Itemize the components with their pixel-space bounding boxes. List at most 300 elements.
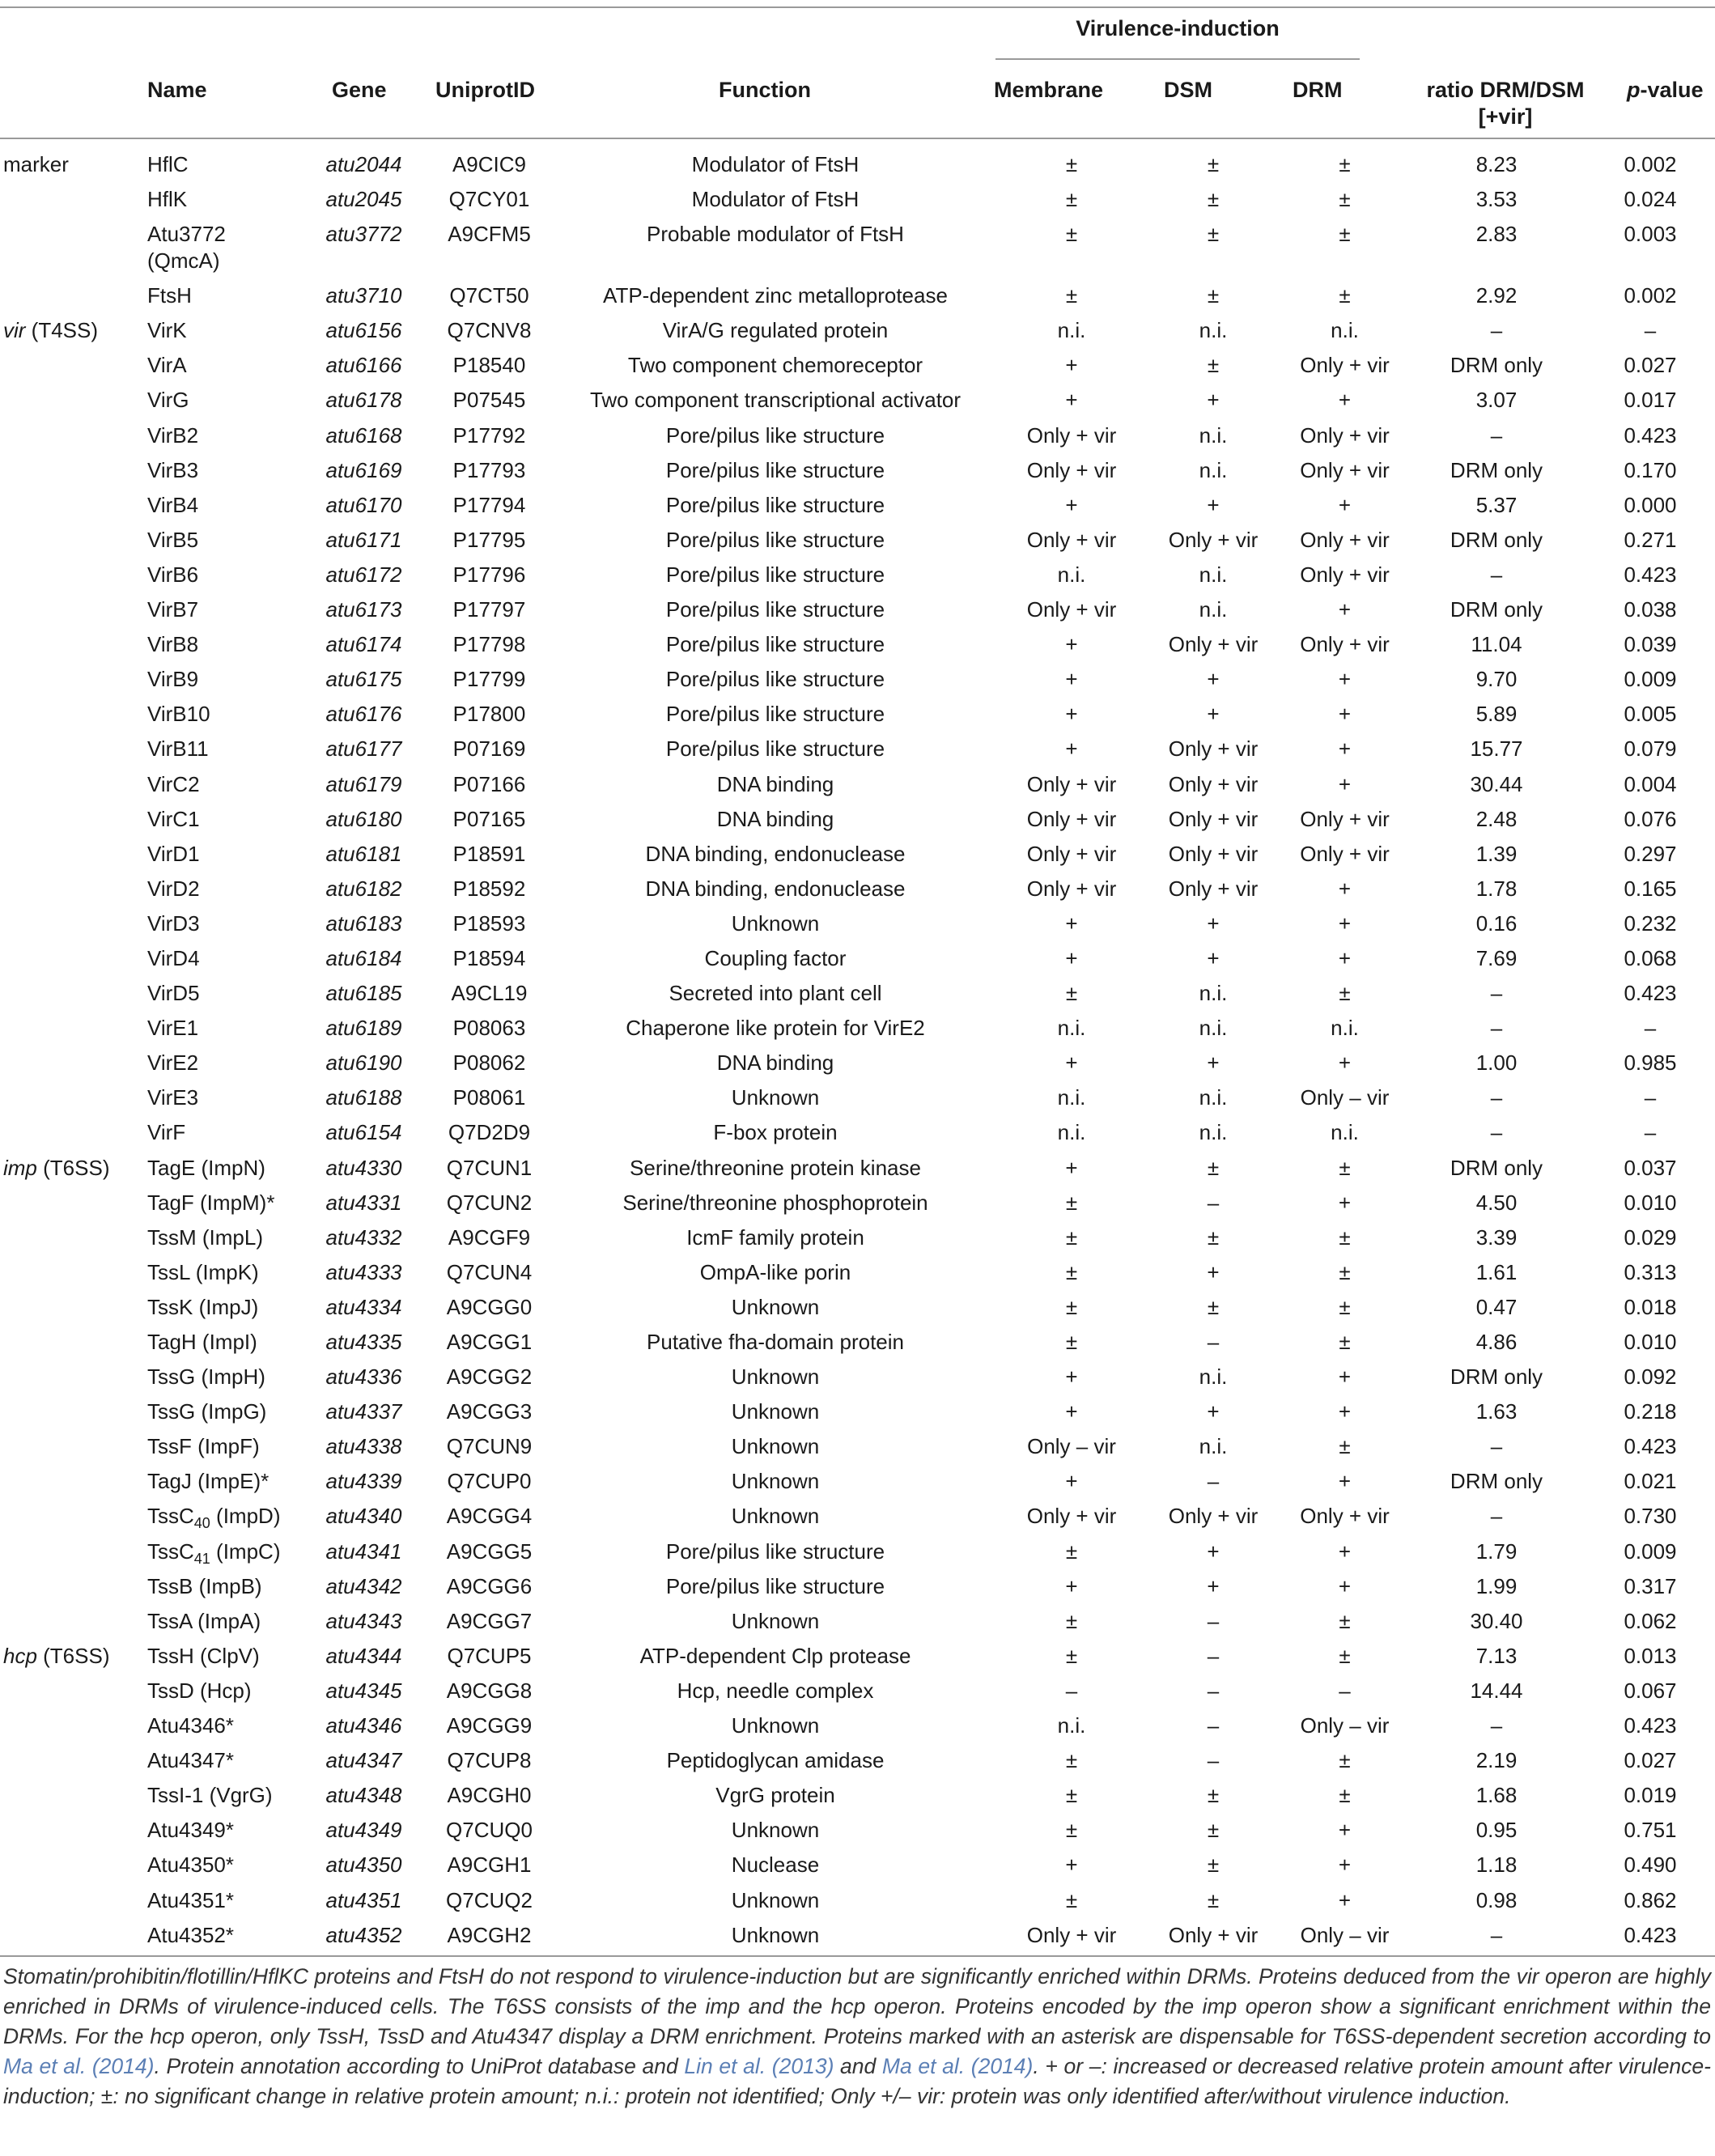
cell-p: 0.067	[1624, 1678, 1677, 1703]
cell-mem: Only + vir	[1026, 1922, 1117, 1947]
cell-group	[0, 1050, 147, 1084]
cell-group	[0, 910, 147, 945]
cell-name	[147, 701, 301, 736]
cell-p: 0.038	[1624, 597, 1677, 622]
protein-name: VirB8	[147, 632, 199, 657]
cell-gene: atu4351	[325, 1887, 402, 1912]
cell-drm: ±	[1339, 1783, 1351, 1808]
cell-func: VirA/G regulated protein	[662, 318, 889, 343]
table-row	[0, 1817, 1715, 1852]
cell-drm: +	[1338, 876, 1352, 901]
cell-uni: P17794	[452, 492, 526, 517]
header-pvalue	[1627, 77, 1704, 104]
cell-p: 0.029	[1624, 1224, 1677, 1250]
cell-func: F-box protein	[713, 1120, 838, 1145]
cell-p: –	[1644, 1120, 1657, 1145]
cell-ratio: 7.13	[1475, 1643, 1518, 1668]
caption-ref-ma-2014-a[interactable]: Ma et al. (2014)	[3, 2054, 155, 2078]
protein-name: VirB6	[147, 562, 199, 587]
cell-group	[0, 492, 147, 527]
cell-mem: ±	[1065, 1330, 1078, 1354]
cell-dsm: +	[1207, 388, 1220, 413]
cell-uni: P08061	[452, 1085, 526, 1110]
cell-mem: +	[1065, 1853, 1078, 1878]
cell-group	[0, 631, 147, 666]
cell-mem: ±	[1065, 283, 1078, 308]
table-row	[0, 1852, 1715, 1886]
cell-p: 0.005	[1624, 702, 1677, 727]
cell-uni: P17792	[452, 422, 526, 448]
caption-ref-ma-2014-b[interactable]: Ma et al. (2014)	[881, 2054, 1034, 2078]
cell-gene: atu4338	[325, 1434, 402, 1459]
table-row	[0, 1608, 1715, 1643]
cell-group	[0, 282, 147, 317]
cell-group	[0, 1782, 147, 1817]
cell-p: 0.013	[1624, 1643, 1677, 1668]
cell-group	[0, 1259, 147, 1294]
cell-dsm: +	[1207, 910, 1220, 936]
cell-name	[147, 1573, 301, 1608]
cell-mem: ±	[1065, 981, 1078, 1006]
cell-name	[147, 422, 301, 457]
cell-p: 0.271	[1624, 527, 1677, 552]
cell-mem: +	[1065, 667, 1078, 692]
cell-group	[0, 1573, 147, 1608]
column-headers	[0, 77, 1715, 134]
cell-ratio: 5.37	[1475, 492, 1518, 517]
cell-mem: Only + vir	[1026, 1504, 1117, 1529]
cell-gene: atu2045	[325, 187, 402, 212]
table-row	[0, 1398, 1715, 1433]
cell-dsm: n.i.	[1199, 1364, 1228, 1390]
cell-name	[147, 527, 301, 562]
protein-name: HflC	[147, 152, 189, 176]
cell-func: Unknown	[731, 1469, 820, 1494]
cell-uni: A9CGG4	[446, 1504, 533, 1529]
cell-name	[147, 1678, 301, 1712]
caption-part4: . + or –: increased or decreased relative protein amount after virulence-induction; ±: no significant change in relative protein amount; n.i.: protein not identified; Only +/– vir: protein was only identified after/without virulence induction.	[3, 2054, 1711, 2108]
cell-uni: A9CGG8	[446, 1678, 533, 1703]
table-row	[0, 876, 1715, 910]
cell-mem: ±	[1065, 1224, 1078, 1250]
cell-ratio: 7.69	[1475, 945, 1518, 970]
cell-ratio: 0.95	[1475, 1818, 1518, 1843]
cell-ratio: 15.77	[1470, 736, 1523, 762]
header-ratio-line1: ratio DRM/DSM	[1426, 78, 1585, 102]
cell-name	[147, 771, 301, 806]
cell-name	[147, 1782, 301, 1817]
cell-dsm: n.i.	[1199, 1434, 1228, 1459]
cell-gene: atu4339	[325, 1469, 402, 1494]
cell-p: 0.037	[1624, 1155, 1677, 1180]
table-row	[0, 1712, 1715, 1747]
cell-func: Two component transcriptional activator	[589, 388, 962, 413]
cell-func: ATP-dependent Clp protease	[639, 1643, 911, 1668]
cell-ratio: 2.48	[1475, 806, 1518, 831]
cell-gene: atu6170	[325, 492, 402, 517]
cell-mem: +	[1065, 1050, 1078, 1076]
cell-func: Peptidoglycan amidase	[666, 1748, 885, 1773]
cell-func: ATP-dependent zinc metalloprotease	[603, 283, 948, 308]
table-row	[0, 1259, 1715, 1294]
cell-drm: +	[1338, 1887, 1352, 1912]
protein-name-subscript: 40	[193, 1515, 210, 1532]
cell-func: DNA binding, endonuclease	[645, 841, 906, 866]
protein-name: VirK	[147, 318, 187, 343]
group-label: (T6SS)	[36, 1643, 110, 1668]
cell-dsm: Only + vir	[1168, 771, 1259, 796]
cell-name	[147, 221, 301, 282]
protein-name: VirB11	[147, 736, 209, 762]
header-name: Name	[147, 78, 207, 102]
cell-drm: +	[1338, 1364, 1352, 1390]
cell-dsm: n.i.	[1199, 1016, 1228, 1041]
protein-name: TssF (ImpF)	[147, 1434, 260, 1459]
cell-drm: +	[1338, 1190, 1352, 1215]
cell-drm: Only + vir	[1300, 457, 1390, 482]
cell-dsm: ±	[1207, 283, 1220, 308]
cell-mem: n.i.	[1057, 1085, 1086, 1110]
cell-group	[0, 317, 147, 352]
cell-mem: ±	[1065, 187, 1078, 212]
cell-func: Pore/pilus like structure	[665, 527, 885, 552]
cell-drm: ±	[1339, 1643, 1351, 1668]
group-operon-name: imp	[3, 1155, 37, 1180]
cell-mem: ±	[1065, 1259, 1078, 1284]
cell-func: Unknown	[731, 1887, 820, 1912]
cell-ratio: DRM only	[1450, 1364, 1543, 1390]
cell-group	[0, 1817, 147, 1852]
cell-mem: Only + vir	[1026, 876, 1117, 901]
cell-uni: P18591	[452, 841, 526, 866]
cell-p: –	[1644, 1085, 1657, 1110]
cell-func: Pore/pilus like structure	[665, 597, 885, 622]
cell-ratio: 5.89	[1475, 702, 1518, 727]
cell-drm: Only + vir	[1300, 422, 1390, 448]
cell-gene: atu6182	[325, 876, 402, 901]
cell-name	[147, 806, 301, 841]
bottom-rule	[0, 1955, 1715, 1957]
cell-mem: Only + vir	[1026, 771, 1117, 796]
cell-group	[0, 1084, 147, 1119]
cell-name	[147, 1190, 301, 1224]
cell-p: 0.004	[1624, 771, 1677, 796]
cell-func: Unknown	[731, 1922, 820, 1947]
protein-name: VirB5	[147, 527, 199, 552]
protein-name-rest: (ImpD)	[210, 1504, 281, 1529]
cell-dsm: n.i.	[1199, 318, 1228, 343]
cell-uni: P07169	[452, 736, 526, 762]
cell-func: OmpA-like porin	[699, 1259, 851, 1284]
cell-group	[0, 1294, 147, 1329]
virulence-induction-header: Virulence-induction	[1076, 16, 1280, 40]
cell-uni: P17795	[452, 527, 526, 552]
cell-name	[147, 1887, 301, 1922]
cell-dsm: ±	[1207, 222, 1220, 247]
protein-name: TssK (ImpJ)	[147, 1294, 259, 1319]
table-row	[0, 736, 1715, 770]
protein-name-subscript: 41	[193, 1550, 210, 1567]
cell-p: 0.009	[1624, 1538, 1677, 1564]
table-row	[0, 1190, 1715, 1224]
cell-func: Unknown	[731, 1434, 820, 1459]
cell-drm: Only + vir	[1300, 841, 1390, 866]
cell-ratio: 0.16	[1475, 910, 1518, 936]
cell-ratio: 1.78	[1475, 876, 1518, 901]
cell-uni: A9CGG2	[446, 1364, 533, 1390]
protein-name: Atu4346*	[147, 1713, 234, 1738]
cell-ratio: 30.40	[1470, 1608, 1523, 1633]
cell-name	[147, 666, 301, 701]
cell-uni: A9CL19	[451, 981, 528, 1006]
cell-uni: P18594	[452, 945, 526, 970]
cell-func: Unknown	[731, 910, 820, 936]
cell-name	[147, 841, 301, 876]
table-row	[0, 527, 1715, 562]
cell-dsm: –	[1207, 1748, 1220, 1773]
cell-ratio: 3.53	[1475, 187, 1518, 212]
protein-name: Atu4350*	[147, 1853, 234, 1878]
table-row	[0, 151, 1715, 186]
cell-ratio: 1.99	[1475, 1573, 1518, 1598]
cell-p: 0.068	[1624, 945, 1677, 970]
cell-drm: n.i.	[1331, 318, 1359, 343]
cell-drm: Only + vir	[1300, 353, 1390, 378]
cell-dsm: Only + vir	[1168, 632, 1259, 657]
cell-name	[147, 1433, 301, 1468]
protein-name: VirB3	[147, 457, 199, 482]
cell-ratio: 1.18	[1475, 1853, 1518, 1878]
cell-uni: P17800	[452, 702, 526, 727]
header-pvalue-rest: -value	[1640, 78, 1704, 102]
protein-name: TssB (ImpB)	[147, 1573, 262, 1598]
table-row	[0, 1678, 1715, 1712]
cell-gene: atu6185	[325, 981, 402, 1006]
cell-mem: Only + vir	[1026, 597, 1117, 622]
cell-group	[0, 1468, 147, 1503]
cell-uni: P17797	[452, 597, 526, 622]
table-row	[0, 562, 1715, 596]
cell-group	[0, 1155, 147, 1190]
cell-drm: Only – vir	[1300, 1922, 1390, 1947]
cell-uni: A9CGG7	[446, 1608, 533, 1633]
cell-gene: atu4333	[325, 1259, 402, 1284]
cell-name	[147, 1329, 301, 1364]
cell-gene: atu3772	[325, 222, 402, 247]
table-row	[0, 457, 1715, 492]
cell-ratio: 1.68	[1475, 1783, 1518, 1808]
table-row	[0, 1503, 1715, 1538]
cell-gene: atu6169	[325, 457, 402, 482]
cell-ratio: 2.92	[1475, 283, 1518, 308]
cell-group	[0, 151, 147, 186]
cell-p: 0.000	[1624, 492, 1677, 517]
cell-mem: ±	[1065, 1190, 1078, 1215]
cell-uni: Q7CY01	[448, 187, 530, 212]
table-row	[0, 701, 1715, 736]
cell-mem: n.i.	[1057, 318, 1086, 343]
table-row	[0, 1538, 1715, 1573]
cell-dsm: n.i.	[1199, 1085, 1228, 1110]
protein-name: VirB7	[147, 597, 199, 622]
cell-p: 0.423	[1624, 981, 1677, 1006]
protein-name: VirF	[147, 1120, 186, 1145]
cell-p: –	[1644, 318, 1657, 343]
protein-name: HflK	[147, 187, 188, 212]
cell-gene: atu6184	[325, 945, 402, 970]
table-row	[0, 945, 1715, 980]
cell-ratio: 11.04	[1471, 632, 1522, 657]
cell-group	[0, 841, 147, 876]
cell-mem: +	[1065, 1573, 1078, 1598]
cell-dsm: +	[1207, 492, 1220, 517]
protein-name: TagH (ImpI)	[147, 1330, 257, 1354]
cell-mem: +	[1065, 632, 1078, 657]
protein-name: Atu4347*	[147, 1748, 234, 1773]
cell-mem: +	[1065, 492, 1078, 517]
cell-ratio: –	[1490, 1120, 1503, 1145]
cell-mem: Only + vir	[1026, 527, 1117, 552]
cell-ratio: –	[1490, 422, 1503, 448]
cell-func: Hcp, needle complex	[677, 1678, 874, 1703]
cell-group	[0, 771, 147, 806]
cell-dsm: Only + vir	[1168, 1922, 1259, 1947]
cell-name	[147, 1468, 301, 1503]
table-row	[0, 1364, 1715, 1398]
cell-drm: +	[1338, 945, 1352, 970]
table-row	[0, 1887, 1715, 1922]
cell-drm: ±	[1339, 1748, 1351, 1773]
protein-name: FtsH	[147, 283, 192, 308]
cell-drm: ±	[1339, 1294, 1351, 1319]
cell-name	[147, 910, 301, 945]
protein-name: VirE2	[147, 1050, 199, 1076]
group-label: (T6SS)	[36, 1155, 110, 1180]
cell-name	[147, 1712, 301, 1747]
cell-name	[147, 980, 301, 1015]
cell-uni: P07166	[452, 771, 526, 796]
cell-uni: P17798	[452, 632, 526, 657]
protein-name: VirC2	[147, 771, 200, 796]
cell-dsm: +	[1207, 1573, 1220, 1598]
cell-uni: P18592	[452, 876, 526, 901]
cell-func: Serine/threonine phosphoprotein	[622, 1190, 928, 1215]
cell-drm: ±	[1339, 1330, 1351, 1354]
protein-table	[0, 151, 1715, 1957]
cell-gene: atu6168	[325, 422, 402, 448]
protein-name: VirD3	[147, 910, 200, 936]
cell-dsm: ±	[1207, 1783, 1220, 1808]
cell-gene: atu6154	[325, 1120, 402, 1145]
cell-ratio: 30.44	[1470, 771, 1523, 796]
cell-drm: +	[1338, 1050, 1352, 1076]
header-drm: DRM	[1293, 78, 1343, 102]
cell-group	[0, 806, 147, 841]
cell-mem: ±	[1065, 1783, 1078, 1808]
cell-uni: Q7CNV8	[447, 318, 532, 343]
cell-p: 0.027	[1624, 353, 1677, 378]
cell-name	[147, 186, 301, 221]
cell-dsm: ±	[1207, 1224, 1220, 1250]
group-label: marker	[3, 152, 69, 176]
cell-name	[147, 1608, 301, 1643]
table-row	[0, 1050, 1715, 1084]
header-function: Function	[719, 78, 811, 102]
protein-name: TssG (ImpH)	[147, 1364, 265, 1390]
protein-name: Atu4349*	[147, 1818, 234, 1843]
cell-name	[147, 562, 301, 596]
cell-gene: atu6172	[325, 562, 402, 587]
table-row	[0, 631, 1715, 666]
cell-mem: n.i.	[1057, 1016, 1086, 1041]
cell-ratio: DRM only	[1450, 1469, 1543, 1494]
cell-uni: Q7CUN9	[446, 1434, 533, 1459]
cell-p: 0.076	[1624, 806, 1677, 831]
cell-uni: P08062	[452, 1050, 526, 1076]
cell-dsm: n.i.	[1199, 1120, 1228, 1145]
caption-ref-lin-2013[interactable]: Lin et al. (2013)	[684, 2054, 834, 2078]
cell-ratio: 8.23	[1475, 152, 1518, 176]
cell-func: DNA binding, endonuclease	[645, 876, 906, 901]
cell-func: Chaperone like protein for VirE2	[626, 1016, 925, 1041]
cell-ratio: –	[1490, 318, 1503, 343]
cell-ratio: 14.44	[1470, 1678, 1523, 1703]
cell-group	[0, 1852, 147, 1886]
cell-gene: atu6173	[325, 597, 402, 622]
cell-uni: A9CGH0	[447, 1783, 532, 1808]
table-row	[0, 596, 1715, 631]
cell-func: Pore/pilus like structure	[665, 492, 885, 517]
cell-dsm: Only + vir	[1168, 876, 1259, 901]
cell-drm: +	[1338, 492, 1352, 517]
cell-p: 0.018	[1624, 1294, 1677, 1319]
cell-group	[0, 422, 147, 457]
cell-p: 0.218	[1624, 1399, 1677, 1424]
cell-func: Unknown	[731, 1364, 820, 1390]
cell-ratio: DRM only	[1450, 353, 1543, 378]
cell-p: 0.021	[1624, 1469, 1677, 1494]
cell-gene: atu6175	[325, 667, 402, 692]
group-operon-name: vir	[3, 318, 26, 343]
cell-gene: atu4335	[325, 1330, 402, 1354]
cell-group	[0, 1608, 147, 1643]
cell-gene: atu4334	[325, 1294, 402, 1319]
cell-drm: Only + vir	[1300, 632, 1390, 657]
cell-gene: atu6179	[325, 771, 402, 796]
cell-p: –	[1644, 1016, 1657, 1041]
cell-mem: –	[1065, 1678, 1078, 1703]
cell-mem: +	[1065, 736, 1078, 762]
cell-uni: A9CGG5	[446, 1538, 533, 1564]
cell-group	[0, 666, 147, 701]
cell-gene: atu6156	[325, 318, 402, 343]
cell-name	[147, 1747, 301, 1782]
table-row	[0, 221, 1715, 282]
cell-func: Secreted into plant cell	[669, 981, 882, 1006]
cell-p: 0.490	[1624, 1853, 1677, 1878]
cell-group	[0, 1887, 147, 1922]
cell-p: 0.079	[1624, 736, 1677, 762]
cell-group	[0, 1747, 147, 1782]
cell-drm: –	[1339, 1678, 1351, 1703]
cell-p: 0.985	[1624, 1050, 1677, 1076]
cell-group	[0, 457, 147, 492]
header-uniprot: UniprotID	[435, 78, 535, 102]
cell-drm: Only + vir	[1300, 527, 1390, 552]
cell-gene: atu2044	[325, 152, 402, 176]
table-row	[0, 1015, 1715, 1050]
cell-drm: +	[1338, 388, 1352, 413]
